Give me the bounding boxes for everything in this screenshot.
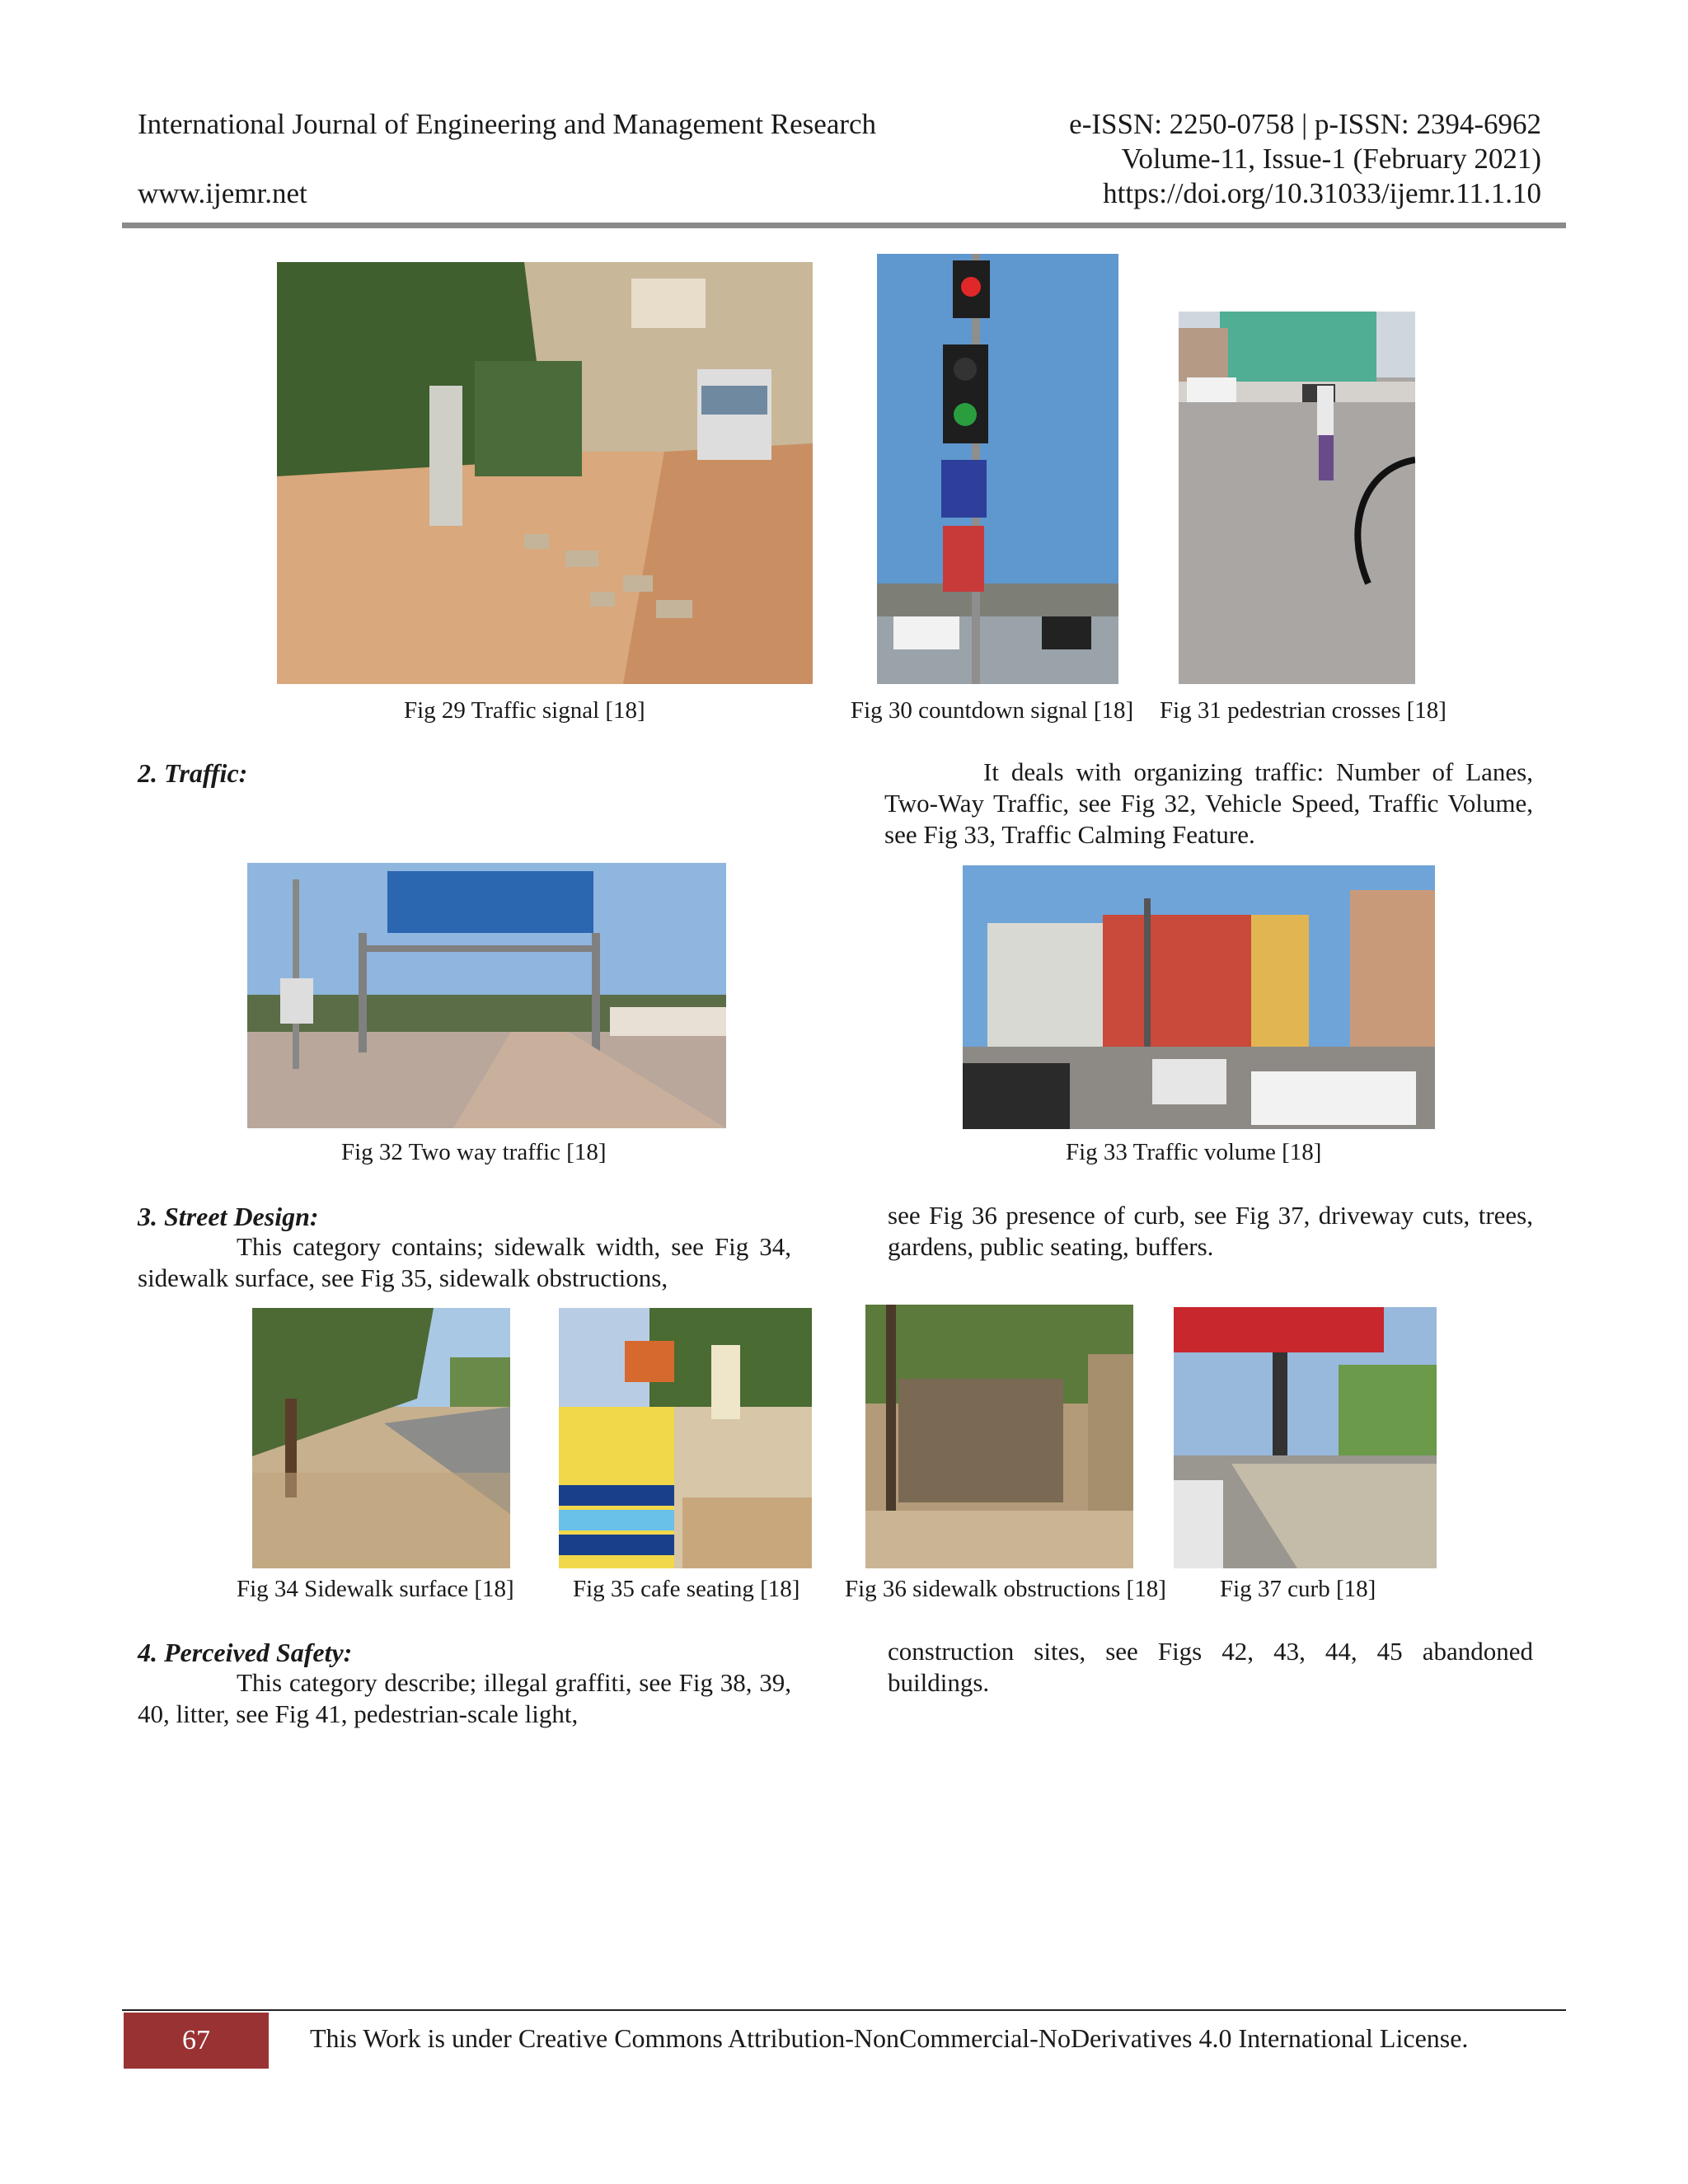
fig35-photo [559,1308,812,1568]
fig29-photo [277,262,813,684]
issn: e-ISSN: 2250-0758 | p-ISSN: 2394-6962 [1069,108,1541,140]
traffic-text: It deals with organizing traffic: Number of Lanes, Two-Way Traffic, see Fig 32, Vehicle Speed, Traffic Volume, see Fig 33, Traffic Calming Feature. [884,757,1533,849]
fig31-photo [1179,312,1415,684]
section-heading-street-design: 3. Street Design: [138,1202,319,1231]
page-number: 67 [124,2013,269,2069]
volume-issue: Volume-11, Issue-1 (February 2021) [1121,143,1541,175]
street-design-text-left: This category contains; sidewalk width, see Fig 34, sidewalk surface, see Fig 35, sidewalk obstructions, [138,1232,791,1292]
fig33-caption: Fig 33 Traffic volume [18] [1066,1139,1322,1165]
perceived-safety-text-left: This category describe; illegal graffiti, see Fig 38, 39, 40, litter, see Fig 41, pedestrian-scale light, [138,1668,791,1728]
fig35-caption: Fig 35 cafe seating [18] [573,1576,800,1602]
perceived-safety-text-right: construction sites, see Figs 42, 43, 44, 45 abandoned buildings. [888,1637,1533,1697]
fig30-photo [877,254,1118,684]
section-heading-traffic: 2. Traffic: [138,758,248,788]
fig32-caption: Fig 32 Two way traffic [18] [341,1139,607,1165]
fig33-photo [963,865,1435,1129]
fig30-caption: Fig 30 countdown signal [18] [851,697,1134,724]
journal-title: International Journal of Engineering and Management Research [138,108,877,140]
fig37-photo [1174,1307,1437,1568]
fig34-caption: Fig 34 Sidewalk surface [18] [237,1576,514,1602]
perceived-safety-paragraph-left [138,1667,791,1730]
section-heading-perceived-safety: 4. Perceived Safety: [138,1638,353,1667]
fig34-photo [252,1308,510,1568]
header-rule [122,223,1566,228]
license-text: This Work is under Creative Commons Attribution-NonCommercial-NoDerivatives 4.0 International License. [310,2023,1469,2053]
fig32-photo [247,863,726,1128]
street-design-paragraph-right [888,1200,1533,1263]
fig37-caption: Fig 37 curb [18] [1220,1576,1376,1602]
journal-website[interactable]: www.ijemr.net [138,177,307,209]
street-design-text-right: see Fig 36 presence of curb, see Fig 37, driveway cuts, trees, gardens, public seating, buffers. [888,1201,1533,1261]
perceived-safety-paragraph-right [888,1636,1533,1699]
fig31-caption: Fig 31 pedestrian crosses [18] [1160,697,1447,724]
doi-link[interactable]: https://doi.org/10.31033/ijemr.11.1.10 [1103,177,1541,209]
fig36-photo [865,1305,1133,1568]
footer-rule [122,2009,1566,2011]
street-design-paragraph-left [138,1231,791,1294]
fig29-caption: Fig 29 Traffic signal [18] [404,697,645,724]
traffic-paragraph [884,757,1533,851]
fig36-caption: Fig 36 sidewalk obstructions [18] [845,1576,1166,1602]
